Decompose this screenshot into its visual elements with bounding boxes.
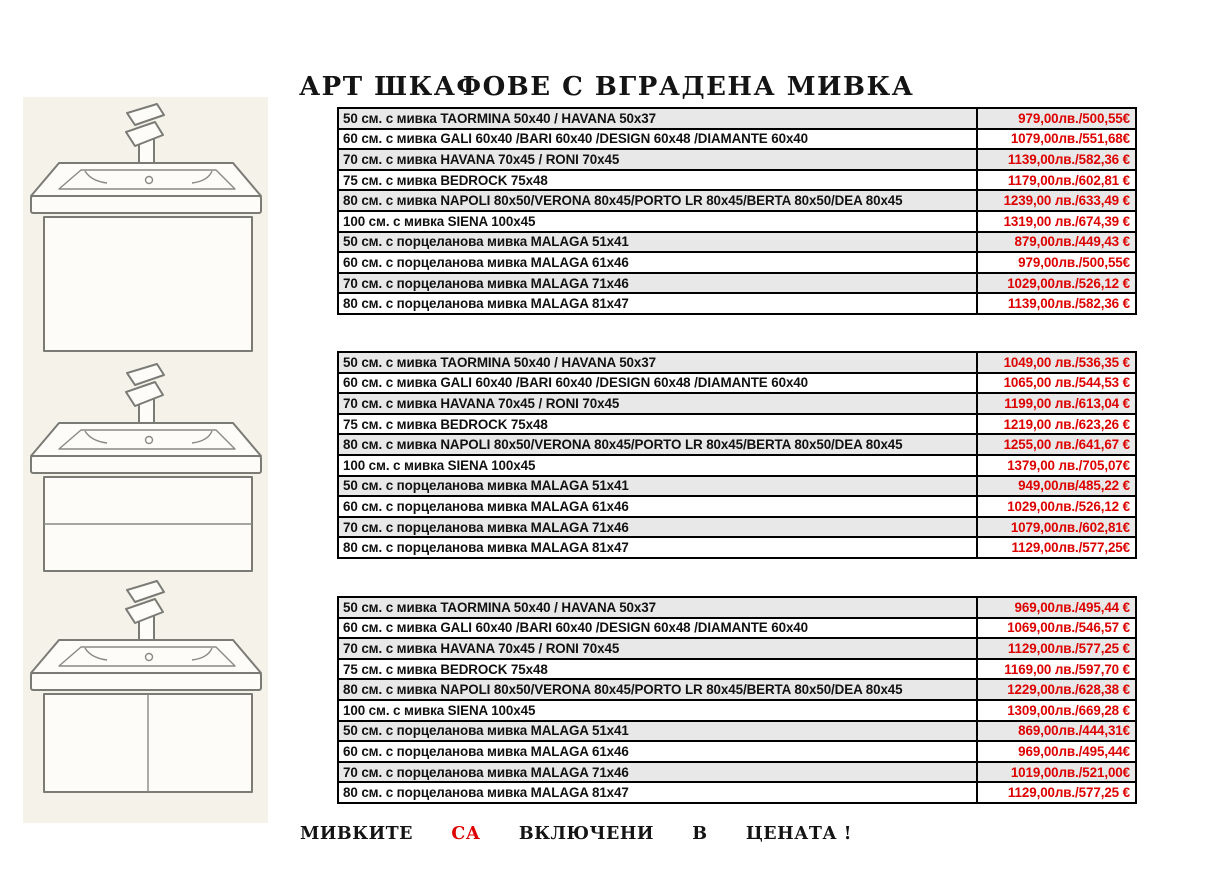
table-row [338,741,1136,762]
item-price: 1239,00 лв./633,49 € [977,190,1136,211]
item-price: 1019,00лв./521,00€ [977,762,1136,783]
item-price: 1309,00лв./669,28 € [977,700,1136,721]
table-row [338,782,1136,803]
item-description: 80 см. с порцеланова мивка MALAGA 81x47 [338,293,977,314]
item-price: 1129,00лв./577,25 € [977,638,1136,659]
item-price: 1319,00 лв./674,39 € [977,211,1136,232]
table-row [338,273,1136,294]
item-description: 60 см. с порцеланова мивка MALAGA 61x46 [338,496,977,517]
item-description: 60 см. с порцеланова мивка MALAGA 61x46 [338,252,977,273]
item-description: 75 см. с мивка BEDROCK 75x48 [338,659,977,680]
item-description: 80 см. с мивка NAPOLI 80x50/VERONA 80x45/PORTO LR 80x45/BERTA 80x50/DEA 80x45 [338,679,977,700]
vanity-single-front-illustration [23,99,268,355]
item-price: 1065,00 лв./544,53 € [977,373,1136,394]
item-price: 1255,00 лв./641,67 € [977,434,1136,455]
table-row [338,232,1136,253]
item-price: 969,00лв./495,44 € [977,597,1136,618]
table-row [338,293,1136,314]
table-row [338,537,1136,558]
item-description: 80 см. с порцеланова мивка MALAGA 81x47 [338,537,977,558]
item-price: 979,00лв./500,55€ [977,252,1136,273]
item-price: 1129,00лв./577,25 € [977,782,1136,803]
item-price: 879,00лв./449,43 € [977,232,1136,253]
item-description: 50 см. с мивка TAORMINA 50x40 / HAVANA 50x37 [338,352,977,373]
item-description: 60 см. с мивка GALI 60x40 /BARI 60x40 /DESIGN 60x48 /DIAMANTE 60x40 [338,373,977,394]
item-description: 70 см. с мивка HAVANA 70x45 / RONI 70x45 [338,393,977,414]
item-price: 969,00лв./495,44€ [977,741,1136,762]
item-price: 1229,00лв./628,38 € [977,679,1136,700]
table-row [338,393,1136,414]
price-table-3 [337,596,1137,804]
table-row [338,597,1136,618]
table-row [338,170,1136,191]
vanity-two-drawers-illustration [23,359,268,573]
footer-word: ЦЕНАТА ! [745,824,852,844]
product-illustrations-panel [23,97,268,823]
table-row [338,190,1136,211]
item-price: 1029,00лв./526,12 € [977,496,1136,517]
table-row [338,659,1136,680]
item-description: 70 см. с мивка HAVANA 70x45 / RONI 70x45 [338,638,977,659]
item-price: 1049,00 лв./536,35 € [977,352,1136,373]
table-row [338,721,1136,742]
table-row [338,129,1136,150]
item-price: 1199,00 лв./613,04 € [977,393,1136,414]
table-row [338,679,1136,700]
table-row [338,211,1136,232]
footer-word: СА [451,824,481,844]
item-price: 869,00лв./444,31€ [977,721,1136,742]
item-price: 1169,00 лв./597,70 € [977,659,1136,680]
item-price: 979,00лв./500,55€ [977,108,1136,129]
footer-word: В [692,824,708,844]
table-row [338,373,1136,394]
item-price: 949,00лв/485,22 € [977,476,1136,497]
table-row [338,149,1136,170]
item-description: 80 см. с мивка NAPOLI 80x50/VERONA 80x45/PORTO LR 80x45/BERTA 80x50/DEA 80x45 [338,434,977,455]
item-description: 50 см. с порцеланова мивка MALAGA 51x41 [338,476,977,497]
item-price: 1029,00лв./526,12 € [977,273,1136,294]
item-price: 1079,00лв./602,81€ [977,517,1136,538]
table-row [338,618,1136,639]
table-row [338,434,1136,455]
table-row [338,352,1136,373]
item-description: 70 см. с мивка HAVANA 70x45 / RONI 70x45 [338,149,977,170]
footer-note [300,824,852,844]
page-title: АРТ ШКАФОВЕ С ВГРАДЕНА МИВКА [299,72,915,102]
item-description: 100 см. с мивка SIENA 100x45 [338,700,977,721]
table-row [338,455,1136,476]
table-row [338,476,1136,497]
item-price: 1179,00лв./602,81 € [977,170,1136,191]
table-row [338,762,1136,783]
item-description: 100 см. с мивка SIENA 100x45 [338,211,977,232]
item-description: 50 см. с порцеланова мивка MALAGA 51x41 [338,232,977,253]
table-row [338,700,1136,721]
table-row [338,252,1136,273]
table-row [338,517,1136,538]
price-table-1 [337,107,1137,315]
table-row [338,108,1136,129]
item-description: 60 см. с порцеланова мивка MALAGA 61x46 [338,741,977,762]
vanity-two-doors-illustration [23,576,268,794]
item-price: 1069,00лв./546,57 € [977,618,1136,639]
item-description: 70 см. с порцеланова мивка MALAGA 71x46 [338,762,977,783]
footer-word: МИВКИТЕ [300,824,414,844]
item-description: 100 см. с мивка SIENA 100x45 [338,455,977,476]
item-description: 50 см. с мивка TAORMINA 50x40 / HAVANA 50x37 [338,108,977,129]
item-description: 80 см. с мивка NAPOLI 80x50/VERONA 80x45/PORTO LR 80x45/BERTA 80x50/DEA 80x45 [338,190,977,211]
footer-word: ВКЛЮЧЕНИ [518,824,654,844]
item-description: 50 см. с порцеланова мивка MALAGA 51x41 [338,721,977,742]
item-description: 80 см. с порцеланова мивка MALAGA 81x47 [338,782,977,803]
item-price: 1219,00 лв./623,26 € [977,414,1136,435]
item-description: 70 см. с порцеланова мивка MALAGA 71x46 [338,273,977,294]
item-description: 70 см. с порцеланова мивка MALAGA 71x46 [338,517,977,538]
table-row [338,496,1136,517]
item-description: 60 см. с мивка GALI 60x40 /BARI 60x40 /DESIGN 60x48 /DIAMANTE 60x40 [338,618,977,639]
item-price: 1379,00 лв./705,07€ [977,455,1136,476]
item-price: 1129,00лв./577,25€ [977,537,1136,558]
table-row [338,638,1136,659]
item-price: 1079,00лв./551,68€ [977,129,1136,150]
item-description: 50 см. с мивка TAORMINA 50x40 / HAVANA 50x37 [338,597,977,618]
item-price: 1139,00лв./582,36 € [977,293,1136,314]
item-description: 75 см. с мивка BEDROCK 75x48 [338,170,977,191]
item-description: 60 см. с мивка GALI 60x40 /BARI 60x40 /DESIGN 60x48 /DIAMANTE 60x40 [338,129,977,150]
item-description: 75 см. с мивка BEDROCK 75x48 [338,414,977,435]
item-price: 1139,00лв./582,36 € [977,149,1136,170]
table-row [338,414,1136,435]
price-table-2 [337,351,1137,559]
